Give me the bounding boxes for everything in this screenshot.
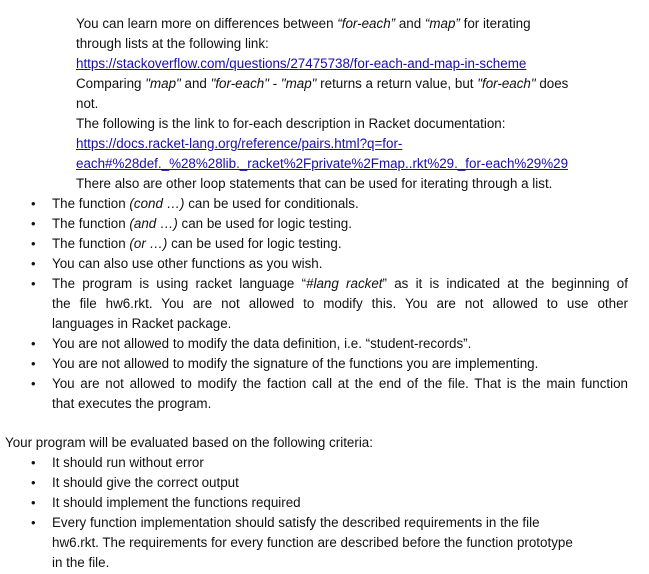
list-item-continuation: the file hw6.rkt. You are not allowed to modify this. You are not allowed to use other xyxy=(52,296,628,311)
list-item: It should run without error xyxy=(52,455,204,470)
list-item-text: The program is using racket language “ xyxy=(52,276,307,291)
racket-docs-link-part-2[interactable]: each#%28def._%28%28lib._racket%2Fprivate%2Fmap..rkt%29._for-each%29%29 xyxy=(76,156,569,171)
bullet-icon: • xyxy=(31,495,36,510)
intro-text: and xyxy=(395,16,425,31)
list-item-text: The function xyxy=(52,236,130,251)
list-item-continuation: languages in Racket package. xyxy=(52,316,232,331)
bullet-icon: • xyxy=(31,376,36,391)
list-item xyxy=(52,214,352,234)
bullet-icon: • xyxy=(31,356,36,371)
bullet-icon: • xyxy=(31,236,36,251)
list-item-continuation: that executes the program. xyxy=(52,396,212,411)
list-item-text: The function xyxy=(52,196,130,211)
list-item: It should implement the functions required xyxy=(52,495,301,510)
emphasis-map: "map" xyxy=(145,76,181,91)
bullet-icon: • xyxy=(31,196,36,211)
intro-text: and xyxy=(180,76,211,91)
list-item: You are not allowed to modify the faction call at the end of the file. That is the main function xyxy=(52,376,628,391)
emphasis-map: "map" xyxy=(280,76,317,91)
list-item: You are not allowed to modify the data definition, i.e. “student-records”. xyxy=(52,336,472,351)
intro-line-2: through lists at the following link: xyxy=(76,36,269,51)
list-item-text: can be used for conditionals. xyxy=(184,196,359,211)
list-item-text: The function xyxy=(52,216,130,231)
intro-line-1 xyxy=(76,14,531,34)
emphasis-lang-racket: #lang racket xyxy=(306,276,383,291)
intro-line-8 xyxy=(76,154,568,174)
list-item xyxy=(52,234,342,254)
intro-line-7 xyxy=(76,134,402,154)
emphasis-for-each: “for-each” xyxy=(337,16,396,31)
bullet-icon: • xyxy=(31,216,36,231)
intro-line-6: The following is the link to for-each description in Racket documentation: xyxy=(76,116,506,131)
bullet-icon: • xyxy=(31,276,36,291)
intro-line-9: There also are other loop statements that can be used for iterating through a list. xyxy=(76,176,553,191)
bullet-icon: • xyxy=(31,515,36,530)
intro-text: You can learn more on differences between xyxy=(76,16,338,31)
stackoverflow-link[interactable]: https://stackoverflow.com/questions/27475738/for-each-and-map-in-scheme xyxy=(76,56,527,71)
emphasis-for-each: "for-each" xyxy=(210,76,269,91)
list-item: It should give the correct output xyxy=(52,475,239,490)
intro-text: - xyxy=(268,76,281,91)
emphasis-cond: (cond …) xyxy=(129,196,185,211)
emphasis-and: (and …) xyxy=(129,216,178,231)
emphasis-for-each: "for-each" xyxy=(477,76,536,91)
list-item-text: can be used for logic testing. xyxy=(177,216,352,231)
list-item-text: ” as it is indicated at the beginning of xyxy=(382,276,628,291)
emphasis-or: (or …) xyxy=(129,236,168,251)
bullet-icon: • xyxy=(31,455,36,470)
list-item: Every function implementation should satisfy the described requirements in the file xyxy=(52,515,540,530)
intro-text: does xyxy=(535,76,569,91)
emphasis-map: “map” xyxy=(424,16,460,31)
intro-text: for iterating xyxy=(459,16,531,31)
list-item: You can also use other functions as you wish. xyxy=(52,256,323,271)
racket-docs-link-part-1[interactable]: https://docs.racket-lang.org/reference/pairs.html?q=for- xyxy=(76,136,403,151)
intro-text: returns a return value, but xyxy=(316,76,478,91)
list-item-continuation: hw6.rkt. The requirements for every function are described before the function prototype xyxy=(52,535,573,550)
bullet-icon: • xyxy=(31,475,36,490)
intro-line-3 xyxy=(76,54,526,74)
list-item-continuation: in the file. xyxy=(52,555,110,570)
intro-line-4 xyxy=(76,74,568,94)
intro-text: Comparing xyxy=(76,76,146,91)
intro-line-5: not. xyxy=(76,96,99,111)
list-item: You are not allowed to modify the signature of the functions you are implementing. xyxy=(52,356,539,371)
criteria-heading: Your program will be evaluated based on the following criteria: xyxy=(5,435,373,450)
list-item xyxy=(52,194,359,214)
bullet-icon: • xyxy=(31,256,36,271)
list-item-text: can be used for logic testing. xyxy=(167,236,342,251)
bullet-icon: • xyxy=(31,336,36,351)
list-item xyxy=(52,274,628,294)
